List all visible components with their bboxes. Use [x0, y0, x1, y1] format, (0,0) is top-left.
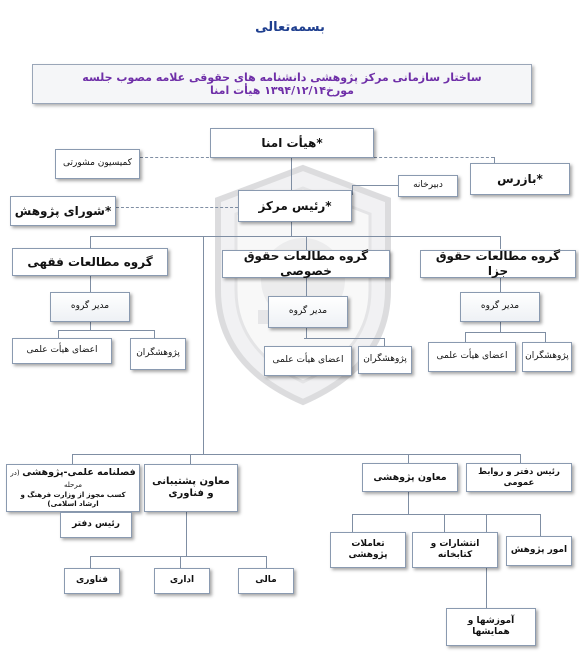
- connector-criminal-manager: [500, 278, 501, 292]
- private-members-right: [384, 338, 385, 346]
- node-manager-fiqh: مدیر گروه: [50, 292, 130, 322]
- connector-secretariat-drop: [352, 185, 353, 195]
- groups-bus: [90, 236, 500, 237]
- research-children-bus: [352, 514, 540, 515]
- support-finance: [266, 556, 267, 568]
- connector-head-secretariat: [352, 185, 400, 186]
- node-research-council: *شورای پژوهش: [10, 196, 116, 226]
- basmala-heading: بسمه‌تعالی: [255, 20, 325, 35]
- connector-bus-office: [520, 454, 521, 463]
- private-members-bus: [304, 338, 384, 339]
- connector-bus-support: [190, 454, 191, 464]
- research-relations: [352, 514, 353, 532]
- node-board-of-trustees: *هیأت امنا: [210, 128, 374, 158]
- node-research-deputy: معاون پژوهشی: [362, 463, 458, 492]
- node-center-head: *رئیس مرکز: [238, 190, 352, 222]
- support-children-bus: [90, 556, 266, 557]
- node-faculty-criminal: اعضای هیأت علمی: [428, 342, 516, 372]
- connector-board-advisory: [140, 157, 214, 158]
- connector-bus-criminal: [500, 236, 501, 249]
- support-admin: [180, 556, 181, 568]
- node-journal: [6, 464, 140, 512]
- connector-bus-private: [306, 236, 307, 250]
- journal-main-line: [10, 467, 136, 490]
- connector-criminal-members: [500, 322, 501, 332]
- node-researchers-criminal: پژوهشگران: [522, 342, 572, 372]
- node-it: فناوری: [64, 568, 120, 594]
- node-inspector: *بازرس: [470, 163, 570, 195]
- node-support-deputy: معاون پشتیبانی و فناوری: [144, 464, 238, 512]
- criminal-members-bus: [465, 332, 545, 333]
- node-publications: انتشارات و کتابخانه: [412, 532, 498, 568]
- node-secretariat: دبیرخانه: [398, 175, 458, 197]
- research-affairs: [540, 514, 541, 536]
- connector-fiqh-members: [90, 322, 91, 330]
- connector-fiqh-manager: [90, 276, 91, 292]
- research-publications: [444, 514, 445, 532]
- criminal-members-left: [465, 332, 466, 342]
- connector-head-bus: [291, 222, 292, 236]
- node-researchers-private: پژوهشگران: [358, 346, 412, 374]
- journal-note: (در مرحله: [10, 469, 82, 489]
- fiqh-members-right: [154, 330, 155, 338]
- node-manager-criminal: مدیر گروه: [460, 292, 540, 322]
- criminal-members-right: [545, 332, 546, 342]
- journal-license: کسب مجوز از وزارت فرهنگ و ارشاد اسلامی): [20, 490, 126, 508]
- node-advisory-commission: کمیسیون مشورتی: [55, 149, 140, 179]
- node-researchers-fiqh: پژوهشگران: [130, 338, 186, 370]
- connector-board-head: [291, 156, 292, 192]
- main-trunk: [203, 236, 204, 454]
- journal-main: فصلنامه علمی-پژوهشی: [22, 467, 136, 479]
- node-research-affairs: امور پژوهش: [506, 536, 572, 566]
- connector-private-manager: [306, 278, 307, 296]
- fiqh-members-bus: [58, 330, 154, 331]
- node-faculty-fiqh: اعضای هیأت علمی: [12, 338, 112, 364]
- support-it: [90, 556, 91, 568]
- connector-board-inspector: [374, 157, 494, 158]
- node-group-fiqh: گروه مطالعات فقهی: [12, 248, 168, 276]
- chart-title: ساختار سازمانی مرکز پژوهشی دانشنامه های حقوقی علامه مصوب جلسه مورخ۱۳۹۴/۱۲/۱۴ هیأت امنا: [32, 64, 532, 104]
- node-office-head: رئیس دفتر و روابط عمومی: [466, 463, 572, 492]
- connector-bus-research: [408, 454, 409, 463]
- node-research-relations: تعاملات پژوهشی: [330, 532, 406, 568]
- connector-research-drop: [408, 492, 409, 514]
- node-group-private: گروه مطالعات حقوق خصوصی: [222, 250, 390, 278]
- node-faculty-private: اعضای هیأت علمی: [264, 346, 352, 376]
- connector-support-drop: [186, 512, 187, 556]
- connector-head-council: [116, 207, 238, 208]
- node-chief-office: رئیس دفتر: [60, 512, 132, 538]
- connector-bus-journal: [72, 454, 73, 464]
- node-group-criminal: گروه مطالعات حقوق جزا: [420, 250, 576, 278]
- node-training: آموزشها و همایشها: [446, 608, 536, 646]
- fiqh-members-left: [58, 330, 59, 338]
- node-admin: اداری: [154, 568, 210, 594]
- connector-private-members: [306, 328, 307, 338]
- deputies-bus: [72, 454, 520, 455]
- node-manager-private: مدیر گروه: [268, 296, 348, 328]
- node-finance: مالی: [238, 568, 294, 594]
